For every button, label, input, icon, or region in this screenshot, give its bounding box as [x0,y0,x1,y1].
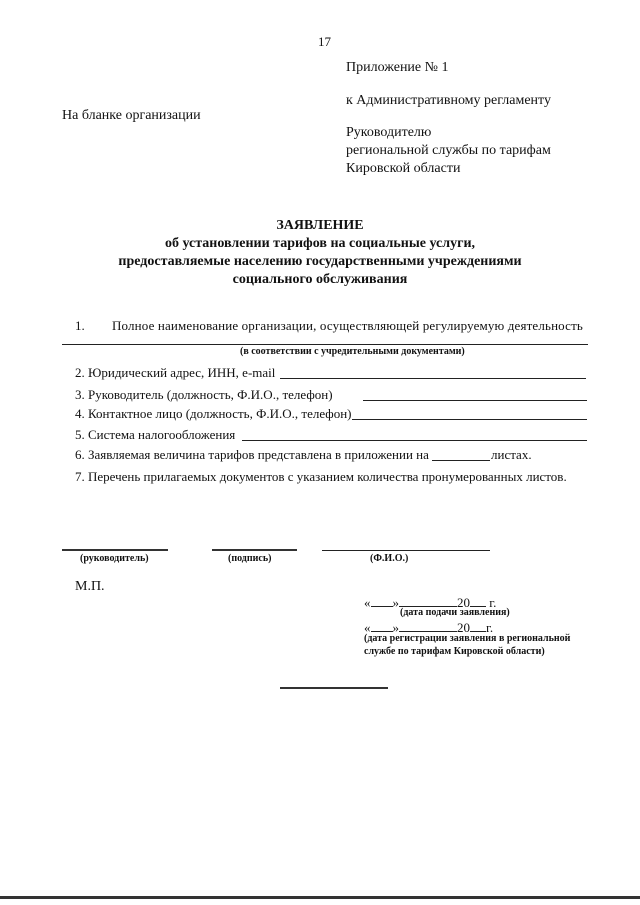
reg-open-quote: « [364,620,371,635]
addressee-line1: Руководителю [346,125,432,140]
reg-day-field[interactable] [371,619,393,632]
document-title: ЗАЯВЛЕНИЕ [276,218,364,233]
fio-signature-line[interactable] [322,550,490,551]
title-line2: предоставляемые населению государственными учреждениями [118,254,522,269]
item3-fill-line[interactable] [363,400,587,401]
addressee-line3: Кировской области [346,161,461,176]
filing-year-field[interactable] [470,594,486,607]
reg-year-prefix: 20 [457,620,470,635]
filing-month-field[interactable] [399,594,457,607]
reg-close-quote: » [392,620,399,635]
filing-close-quote: » [392,595,399,610]
item1-note: (в соответствии с учредительными документами) [240,346,465,357]
page-number: 17 [318,34,331,49]
reg-year-field[interactable] [470,619,486,632]
reg-month-field[interactable] [399,619,457,632]
head-label: (руководитель) [80,553,149,564]
stamp-label: М.П. [75,579,105,594]
sign-label: (подпись) [228,553,272,564]
filing-open-quote: « [364,595,371,610]
title-line1: об установлении тарифов на социальные услуги, [164,236,476,251]
reg-year-suffix: г. [486,620,494,635]
reg-date-label-line1: (дата регистрации заявления в региональной [364,633,571,644]
item3-label: 3. Руководитель (должность, Ф.И.О., телефон) [75,387,333,402]
item1-fill-line[interactable] [62,344,588,345]
filing-date-label: (дата подачи заявления) [400,607,510,618]
regulation-label: к Административному регламенту [346,93,551,108]
appendix-label: Приложение № 1 [346,60,449,75]
letterhead-note: На бланке организации [62,108,201,123]
addressee-line2: региональной службы по тарифам [346,143,551,158]
item6-sheets-line[interactable] [432,460,490,461]
item4-fill-line[interactable] [352,419,587,420]
reg-date-label-line2: службе по тарифам Кировской области) [364,646,545,657]
item4-label: 4. Контактное лицо (должность, Ф.И.О., телефон) [75,406,352,421]
head-signature-line[interactable] [62,549,168,551]
item7-label: 7. Перечень прилагаемых документов с указанием количества пронумерованных листов. [75,469,567,484]
end-divider [280,687,388,689]
title-line3: социального обслуживания [232,272,408,287]
page-bottom-edge [0,896,640,899]
item6-label: 6. Заявляемая величина тарифов представлена в приложении на [75,447,429,462]
filing-year-suffix: г. [489,595,497,610]
fio-label: (Ф.И.О.) [370,553,409,564]
item6-suffix: листах. [491,447,532,462]
signature-line[interactable] [212,549,297,551]
item2-fill-line[interactable] [280,378,586,379]
item5-label: 5. Система налогообложения [75,427,236,442]
item2-label: 2. Юридический адрес, ИНН, e-mail [75,365,276,380]
filing-day-field[interactable] [371,594,393,607]
item5-fill-line[interactable] [242,440,587,441]
item1-text: Полное наименование организации, осуществляющей регулируемую деятельность [112,318,583,333]
item1-number: 1. [75,318,85,333]
filing-year-prefix: 20 [457,595,470,610]
